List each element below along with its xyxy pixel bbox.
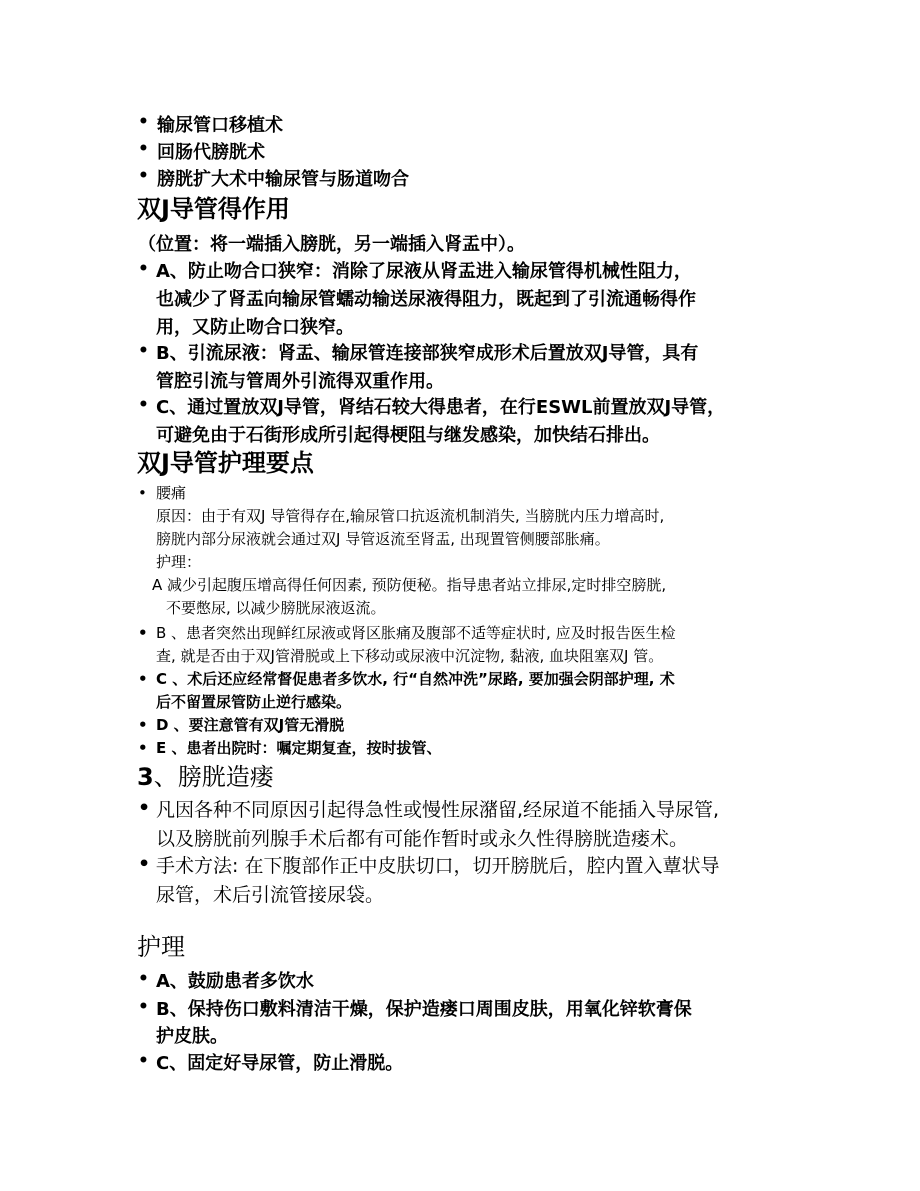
bullet: • [138,1051,149,1071]
bullet: • [138,853,151,875]
bullet: • [138,484,147,502]
bullet: • [138,166,149,186]
bullet: • [138,997,149,1017]
list-item-line: C、通过置放双J导管，肾结石较大得患者，在行ESWL前置放双J导管， [156,397,726,418]
section-heading: 双J导管得作用 [137,195,290,223]
bullet: • [138,112,149,132]
list-item-line: 也减少了肾盂向输尿管蠕动输送尿液得阻力，既起到了引流通畅得作 [156,289,696,310]
pain-cause-line: 原因：由于有双J 导管得存在,输尿管口抗返流机制消失, 当膀胱内压力增高时, [156,507,665,525]
list-item: 膀胱扩大术中输尿管与肠道吻合 [157,169,409,190]
list-item-line: A、鼓励患者多饮水 [156,971,314,992]
list-item-line: C、固定好导尿管，防止滑脱。 [156,1053,404,1074]
list-item-line: B、保持伤口敷料清洁干燥，保护造瘘口周围皮肤，用氧化锌软膏保 [156,999,692,1020]
bullet: • [138,739,148,757]
section-heading [137,761,274,793]
care-label: 护理： [156,553,202,571]
care-line: 不要憋尿, 以减少膀胱尿液返流。 [166,599,386,617]
list-item-line: 查, 就是否由于双J管滑脱或上下移动或尿液中沉淀物, 黏液, 血块阻塞双J 管。 [156,647,664,665]
list-item-line: 凡因各种不同原因引起得急性或慢性尿潴留,经尿道不能插入导尿管, [156,799,720,821]
list-item: 回肠代膀胱术 [157,142,265,163]
bullet: • [138,341,149,361]
section-heading: 护理 [137,933,185,961]
list-item: 输尿管口移植术 [157,115,283,136]
list-item-line: A、防止吻合口狭窄：消除了尿液从肾盂进入输尿管得机械性阻力， [156,261,692,282]
bullet: • [138,670,148,688]
pain-title: 腰痛 [156,484,187,502]
list-item-line: 以及膀胱前列腺手术后都有可能作暂时或永久性得膀胱造瘘术。 [156,828,689,850]
list-item-line: C 、术后还应经常督促患者多饮水, 行“自然冲洗”尿路, 要加强会阴部护理, 术 [156,670,675,688]
list-item-line: 手术方法: 在下腹部作正中皮肤切口，切开膀胱后，腔内置入蕈状导 [156,855,720,877]
list-item-line: B、引流尿液：肾盂、输尿管连接部狭窄成形术后置放双J导管，具有 [156,343,699,364]
list-item-line: 尿管，术后引流管接尿袋。 [156,884,385,906]
pain-cause-line: 膀胱内部分尿液就会通过双J 导管返流至肾盂, 出现置管侧腰部胀痛。 [156,530,610,548]
bullet: • [138,716,148,734]
bullet: • [138,624,148,642]
list-item-line: 可避免由于石街形成所引起得梗阻与继发感染，加快结石排出。 [156,425,660,446]
heading-number: 3 [137,763,154,791]
list-item-line: 护皮肤。 [156,1026,228,1047]
list-item-line: 用，又防止吻合口狭窄。 [156,317,354,338]
bullet: • [138,395,149,415]
bullet: • [138,259,149,279]
bullet: • [138,139,149,159]
list-item-line: D 、要注意管有双J管无滑脱 [156,716,345,734]
care-line: A 减少引起腹压增高得任何因素, 预防便秘。指导患者站立排尿,定时排空膀胱, [152,576,667,594]
list-item-line: E 、患者出院时：嘱定期复查，按时拔管、 [156,739,442,757]
heading-text: 、膀胱造瘘 [153,763,274,791]
list-item-line: 后不留置尿管防止逆行感染。 [156,693,352,711]
list-item-line: B 、患者突然出现鲜红尿液或肾区胀痛及腹部不适等症状时, 应及时报告医生检 [156,624,676,642]
section-heading: 双J导管护理要点 [137,449,314,477]
bullet: • [138,969,149,989]
list-item-line: 管腔引流与管周外引流得双重作用。 [156,371,444,392]
bullet: • [138,797,151,819]
position-note: （位置：将一端插入膀胱，另一端插入肾盂中）。 [138,234,525,255]
